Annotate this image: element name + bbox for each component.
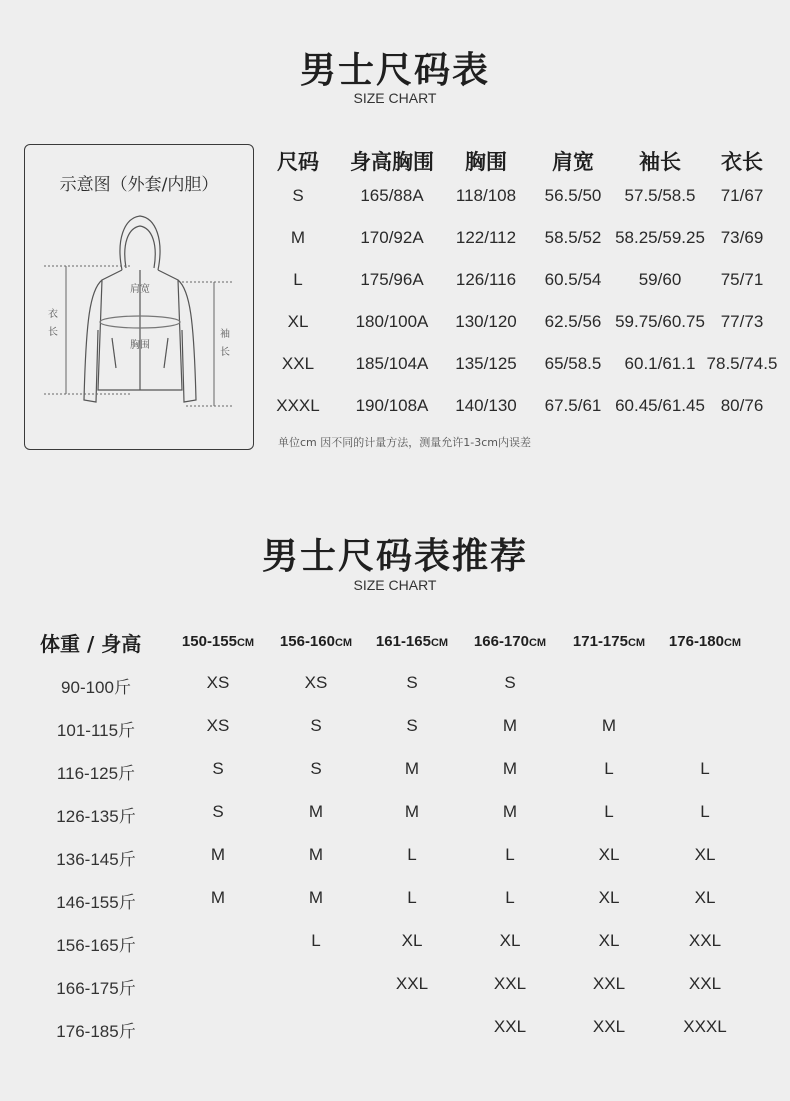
height-range: 161-165 (375, 633, 431, 650)
size-header-cell: 袖长 (639, 150, 681, 174)
height-range: 150-155 (181, 633, 237, 650)
size-table-cell: 59/60 (638, 270, 682, 289)
size-table-cell: 180/100A (355, 312, 429, 331)
recommended-size-cell: XXL (395, 974, 429, 993)
height-header-cell (669, 633, 741, 650)
recommended-size-cell: XL (694, 888, 716, 907)
size-table-cell: 80/76 (720, 396, 764, 415)
size-table-cell: 57.5/58.5 (624, 186, 696, 205)
size-table-cell: 75/71 (720, 270, 764, 289)
size-table-cell: 73/69 (720, 228, 764, 247)
diagram-label-length-1: 衣 (48, 309, 58, 320)
diagram-label-chest: 胸围 (130, 340, 150, 351)
height-unit: CM (236, 637, 255, 649)
recommended-size-cell: S (406, 673, 418, 692)
size-table-cell: XXL (281, 354, 315, 373)
size-table-cell: 67.5/61 (544, 396, 602, 415)
size-header-cell: 衣长 (721, 150, 763, 174)
size-table-cell: L (293, 270, 303, 289)
size-table-cell: 175/96A (360, 270, 424, 289)
size-table-cell: 165/88A (360, 186, 424, 205)
jacket-diagram (24, 200, 254, 420)
recommended-size-cell: L (505, 845, 515, 864)
size-table-cell: 78.5/74.5 (706, 354, 778, 373)
size-table-cell: 122/112 (455, 228, 517, 247)
size-table-cell: 71/67 (720, 186, 764, 205)
recommended-size-cell: XS (304, 673, 328, 692)
recommended-size-cell: L (700, 802, 710, 821)
recommended-size-cell: S (310, 759, 322, 778)
diagram-label-sleeve-1: 袖 (220, 329, 230, 340)
diagram-label-sleeve-2: 长 (220, 347, 230, 358)
recommended-size-cell: S (406, 716, 418, 735)
recommended-size-cell: L (311, 931, 321, 950)
height-range: 171-175 (572, 633, 628, 650)
height-range: 156-160 (279, 633, 335, 650)
recommended-size-cell: M (404, 802, 420, 821)
recommend-subtitle: SIZE CHART (353, 577, 437, 593)
size-table-cell: 77/73 (720, 312, 764, 331)
recommended-size-cell: XL (499, 931, 521, 950)
diagram-label-shoulder: 肩宽 (130, 284, 150, 295)
recommended-size-cell: XL (694, 845, 716, 864)
recommended-size-cell: M (502, 716, 518, 735)
recommended-size-cell: XS (206, 716, 230, 735)
recommended-size-cell: S (212, 759, 224, 778)
size-table-cell: 190/108A (355, 396, 429, 415)
recommended-size-cell: M (601, 716, 617, 735)
size-table-cell: 59.75/60.75 (615, 312, 705, 331)
height-unit: CM (723, 637, 742, 649)
height-unit: CM (334, 637, 353, 649)
recommended-size-cell: M (308, 845, 324, 864)
height-range: 176-180 (668, 633, 724, 650)
size-table-cell: 185/104A (355, 354, 429, 373)
size-table-cell: 60.45/61.45 (615, 396, 705, 415)
weight-row-label: 126-135斤 (56, 807, 136, 826)
recommended-size-cell: L (604, 759, 614, 778)
size-table-cell: 126/116 (455, 270, 517, 289)
size-table-cell: 58.5/52 (544, 228, 602, 247)
recommend-row-label: 体重 / 身高 (40, 632, 142, 656)
weight-row-label: 156-165斤 (56, 936, 136, 955)
size-table-cell: 135/125 (455, 354, 517, 373)
recommended-size-cell: L (505, 888, 515, 907)
recommended-size-cell: XL (598, 845, 620, 864)
recommended-size-cell: XXL (493, 974, 527, 993)
recommended-size-cell: M (210, 845, 226, 864)
height-header-cell (280, 633, 352, 650)
size-header-cell: 胸围 (465, 150, 507, 174)
recommended-size-cell: XXXL (683, 1017, 727, 1036)
size-table-cell: M (290, 228, 306, 247)
recommended-size-cell: L (604, 802, 614, 821)
recommended-size-cell: S (310, 716, 322, 735)
weight-row-label: 176-185斤 (56, 1022, 136, 1041)
recommended-size-cell: XXL (592, 1017, 626, 1036)
size-chart-subtitle: SIZE CHART (353, 90, 437, 106)
recommended-size-cell: M (210, 888, 226, 907)
recommended-size-cell: XXL (688, 974, 722, 993)
height-range: 166-170 (473, 633, 529, 650)
recommended-size-cell: XXL (592, 974, 626, 993)
recommended-size-cell: XL (598, 931, 620, 950)
weight-row-label: 166-175斤 (56, 979, 136, 998)
size-header-cell: 肩宽 (552, 150, 594, 174)
recommended-size-cell: L (407, 888, 417, 907)
diagram-label-length-2: 长 (48, 327, 58, 338)
recommended-size-cell: L (407, 845, 417, 864)
size-table-cell: 140/130 (455, 396, 517, 415)
size-table-cell: XL (287, 312, 309, 331)
size-table-cell: XXXL (276, 396, 320, 415)
diagram-caption: 示意图（外套/内胆） (59, 175, 219, 195)
recommended-size-cell: M (308, 802, 324, 821)
recommended-size-cell: XXL (688, 931, 722, 950)
height-unit: CM (430, 637, 449, 649)
recommended-size-cell: S (504, 673, 516, 692)
size-table-cell: 130/120 (455, 312, 517, 331)
weight-row-label: 101-115斤 (56, 721, 136, 740)
recommended-size-cell: M (308, 888, 324, 907)
height-unit: CM (528, 637, 547, 649)
size-table-cell: 60.5/54 (544, 270, 602, 289)
size-table-cell: 60.1/61.1 (624, 354, 696, 373)
measurement-note: 单位cm 因不同的计量方法，测量允许1-3cm内误差 (278, 436, 531, 449)
recommended-size-cell: L (700, 759, 710, 778)
recommend-title: 男士尺码表推荐 (261, 536, 528, 577)
recommended-size-cell: S (212, 802, 224, 821)
size-header-cell: 尺码 (277, 150, 319, 174)
height-header-cell (573, 633, 645, 650)
recommended-size-cell: M (502, 759, 518, 778)
weight-row-label: 136-145斤 (56, 850, 136, 869)
recommended-size-cell: M (502, 802, 518, 821)
size-table-cell: S (292, 186, 304, 205)
size-table-cell: 65/58.5 (544, 354, 602, 373)
size-header-cell: 身高胸围 (350, 150, 434, 174)
size-table-cell: 170/92A (360, 228, 424, 247)
size-table-cell: 56.5/50 (544, 186, 602, 205)
size-chart-title: 男士尺码表 (299, 50, 490, 91)
height-header-cell (474, 633, 546, 650)
size-table-cell: 58.25/59.25 (615, 228, 705, 247)
height-unit: CM (627, 637, 646, 649)
size-table-cell: 62.5/56 (544, 312, 602, 331)
height-header-cell (376, 633, 448, 650)
height-header-cell (182, 633, 254, 650)
recommended-size-cell: XS (206, 673, 230, 692)
weight-row-label: 146-155斤 (56, 893, 136, 912)
size-table-cell: 118/108 (455, 186, 517, 205)
recommended-size-cell: XXL (493, 1017, 527, 1036)
recommended-size-cell: M (404, 759, 420, 778)
weight-row-label: 90-100斤 (61, 678, 131, 697)
recommended-size-cell: XL (401, 931, 423, 950)
weight-row-label: 116-125斤 (56, 764, 136, 783)
recommended-size-cell: XL (598, 888, 620, 907)
